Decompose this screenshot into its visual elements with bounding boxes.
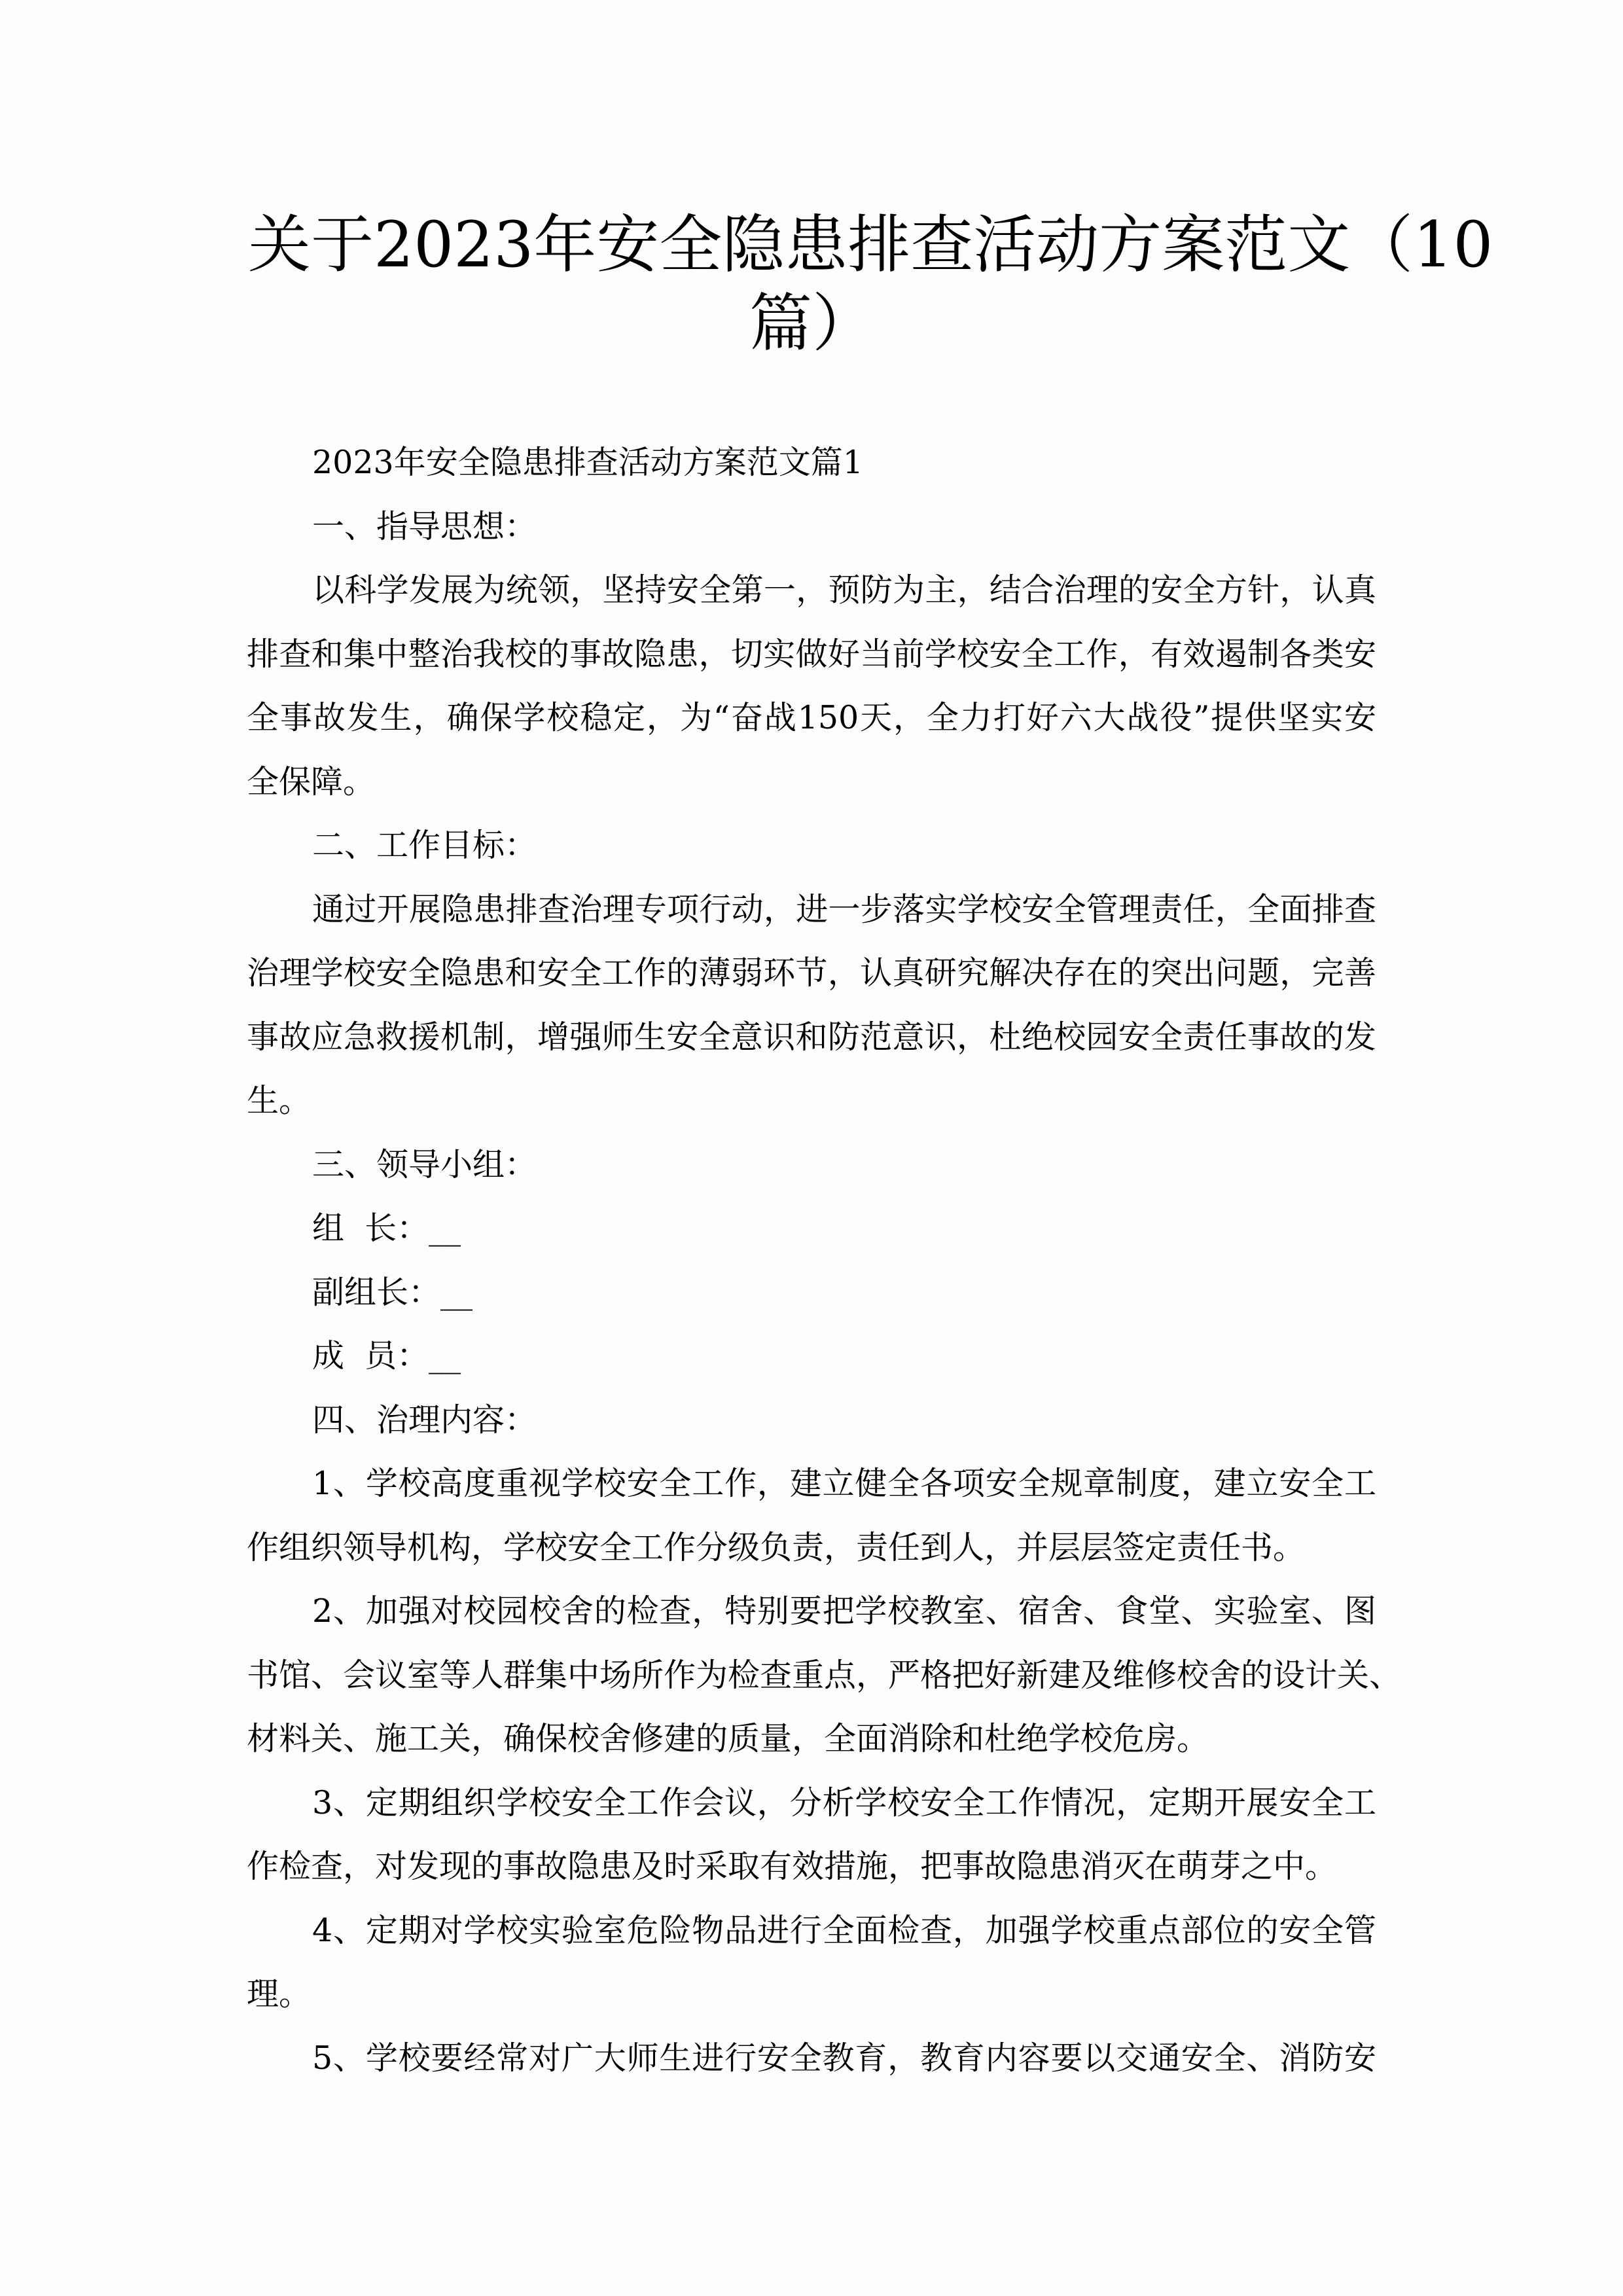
document-title <box>248 206 1493 363</box>
heading-work-goals: 二、工作目标： <box>312 827 537 864</box>
paragraph-line: 以科学发展为统领，坚持安全第一，预防为主，结合治理的安全方针，认真 <box>312 571 1376 609</box>
heading-guiding-ideology: 一、指导思想： <box>312 507 537 545</box>
paragraph-line: 排查和集中整治我校的事故隐患，切实做好当前学校安全工作，有效遏制各类安 <box>247 635 1376 673</box>
list-item-4-line: 4、定期对学校实验室危险物品进行全面检查，加强学校重点部位的安全管 <box>312 1911 1376 1949</box>
list-item-5-line: 5、学校要经常对广大师生进行安全教育，教育内容要以交通安全、消防安 <box>312 2039 1376 2077</box>
section-heading-piece-1: 2023年安全隐患排查活动方案范文篇1 <box>312 444 863 481</box>
heading-governance-content: 四、治理内容： <box>312 1401 537 1439</box>
list-item-3-line: 3、定期组织学校安全工作会议，分析学校安全工作情况，定期开展安全工 <box>312 1784 1376 1821</box>
paragraph-line: 通过开展隐患排查治理专项行动，进一步落实学校安全管理责任，全面排查 <box>312 890 1376 928</box>
list-item-2-line: 书馆、会议室等人群集中场所作为检查重点，严格把好新建及维修校舍的设计关、 <box>247 1656 1402 1694</box>
paragraph-line: 全事故发生，确保学校稳定，为“奋战150天，全力打好六大战役”提供坚实安 <box>247 699 1376 736</box>
title-line-1: 关于2023年安全隐患排查活动方案范文（10 <box>248 208 1493 281</box>
title-line-2: 篇） <box>749 287 875 360</box>
heading-leadership-group: 三、领导小组： <box>312 1145 537 1183</box>
list-item-1-line: 1、学校高度重视学校安全工作，建立健全各项安全规章制度，建立安全工 <box>312 1465 1376 1502</box>
members-field: 成 员：__ <box>312 1337 461 1374</box>
document-body <box>247 431 1402 2090</box>
list-item-2-line: 2、加强对校园校舍的检查，特别要把学校教室、宿舍、食堂、实验室、图 <box>312 1592 1376 1630</box>
paragraph-line: 治理学校安全隐患和安全工作的薄弱环节，认真研究解决存在的突出问题，完善 <box>247 954 1376 992</box>
list-item-3-line: 作检查，对发现的事故隐患及时采取有效措施，把事故隐患消灭在萌芽之中。 <box>247 1848 1338 1885</box>
paragraph-line: 全保障。 <box>247 762 376 800</box>
leader-field: 组 长：__ <box>312 1210 461 1247</box>
list-item-4-line: 理。 <box>247 1975 312 2013</box>
paragraph-line: 生。 <box>247 1082 312 1119</box>
paragraph-line: 事故应急救援机制，增强师生安全意识和防范意识，杜绝校园安全责任事故的发 <box>247 1018 1376 1056</box>
list-item-1-line: 作组织领导机构，学校安全工作分级负责，责任到人，并层层签定责任书。 <box>247 1528 1306 1566</box>
deputy-leader-field: 副组长：__ <box>312 1273 473 1311</box>
list-item-2-line: 材料关、施工关，确保校舍修建的质量，全面消除和杜绝学校危房。 <box>247 1720 1209 1757</box>
